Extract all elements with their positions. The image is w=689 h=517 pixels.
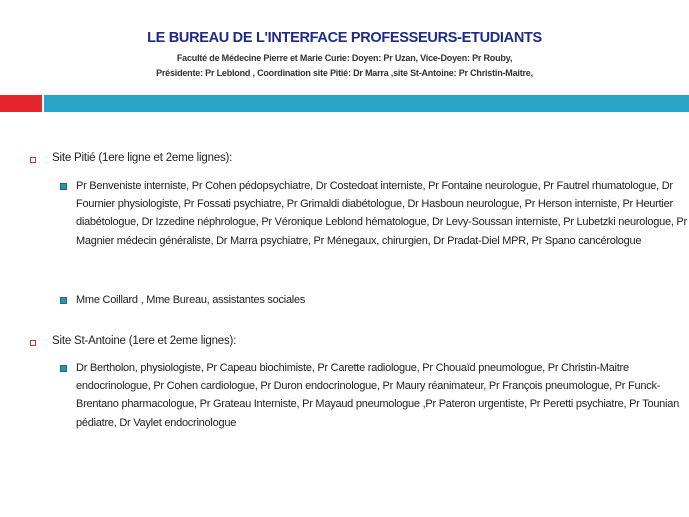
list-item-pitie-social-workers: Mme Coillard , Mme Bureau, assistantes sociales: [76, 294, 306, 306]
section-heading-pitie: Site Pitié (1ere ligne et 2eme lignes):: [52, 152, 233, 164]
filled-square-bullet-icon: [60, 183, 67, 190]
section-heading-st-antoine: Site St-Antoine (1ere et 2eme lignes):: [52, 335, 237, 347]
filled-square-bullet-icon: [60, 297, 67, 304]
filled-square-bullet-icon: [60, 365, 67, 372]
slide-subtitle-line-1: Faculté de Médecine Pierre et Marie Curie: Doyen: Pr Uzan, Vice-Doyen: Pr Rouby,: [176, 53, 513, 63]
slide-subtitle-line-2: Présidente: Pr Leblond , Coordination site Pitié: Dr Marra ,site St-Antoine: Pr Christin-Maitre,: [156, 68, 533, 78]
slide-title: LE BUREAU DE L'INTERFACE PROFESSEURS-ETUDIANTS: [147, 30, 542, 46]
hollow-square-bullet-icon: [30, 157, 36, 163]
list-item-st-antoine-staff: Dr Bertholon, physiologiste, Pr Capeau biochimiste, Pr Carette radiologue, Pr Chouaïd pneumologue, Pr Christin-Maitre endocrinologue, Pr Cohen cardiologue, Pr Duron endocrinologue, Pr Maury réanimateur, Pr François pneumologue, Pr Funck-Brentano pharmacologue, Pr Grateau Interniste, Pr Mayaud pneumologue ,Pr Pateron urgentiste, Pr Peretti psychiatre, Pr Tounian pédiatre, Dr Vaylet endocrinologue: [76, 362, 679, 429]
hollow-square-bullet-icon: [30, 340, 36, 346]
list-item-pitie-staff: Pr Benveniste interniste, Pr Cohen pédopsychiatre, Dr Costedoat interniste, Pr Fontaine neurologue, Pr Fautrel rhumatologue, Dr Fournier physiologiste, Pr Fossati psychiatre, Pr Grimaldi diabétologue, Dr Hasboun neurologue, Pr Herson interniste, Pr Heurtier diabétologue, Dr Izzedine néphrologue, Pr Véronique Leblond hématologue, Dr Levy-Soussan interniste, Pr Lubetzki neurologue, Pr Magnier médecin généraliste, Dr Marra psychiatre, Pr Ménegaux, chirurgien, Dr Pradat-Diel MPR, Pr Spano cancérologue: [76, 180, 687, 247]
